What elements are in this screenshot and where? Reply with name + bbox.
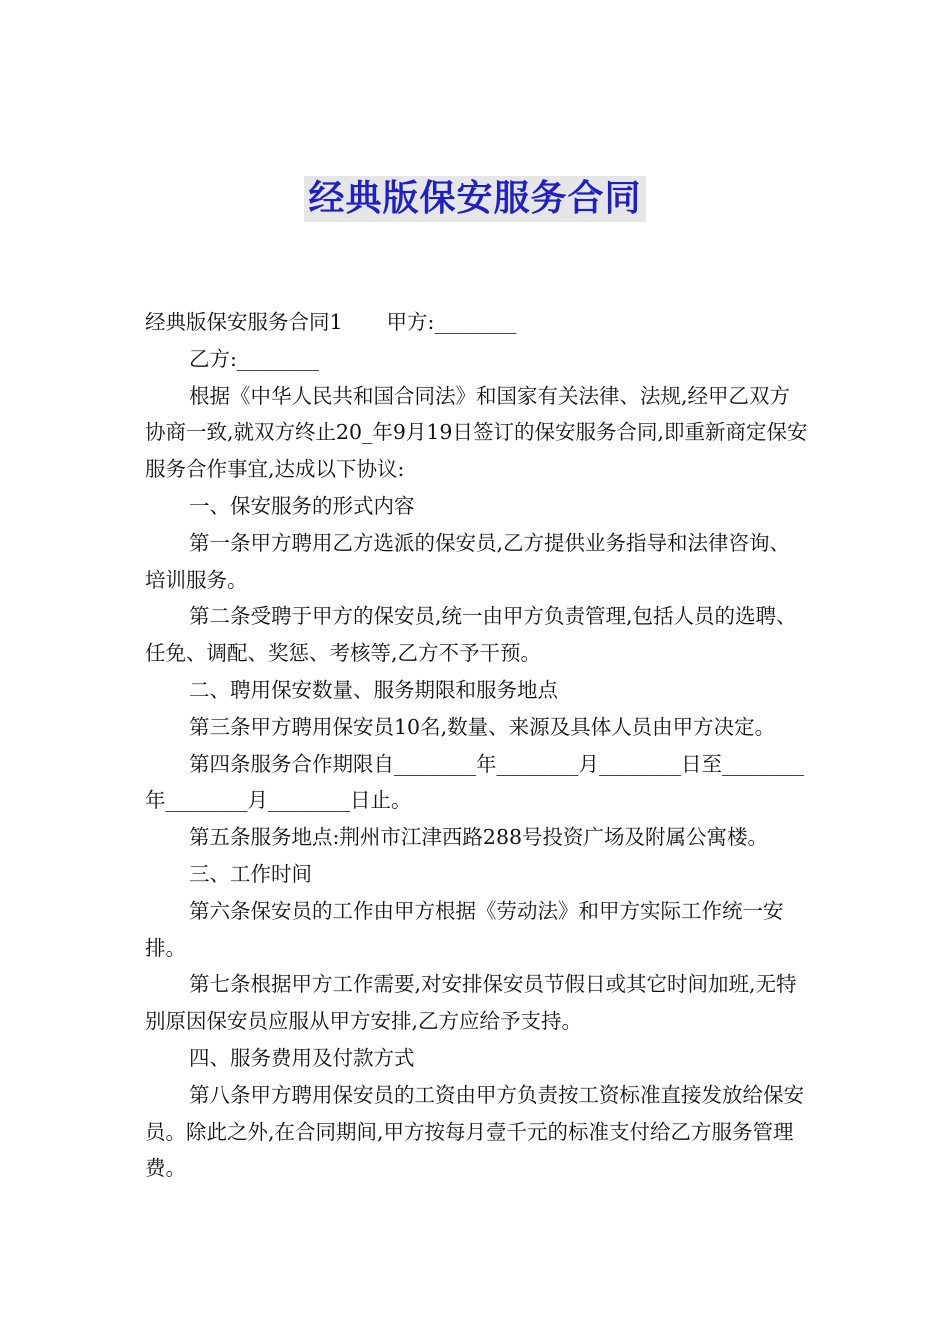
section-heading: 三、工作时间 — [189, 861, 312, 886]
paragraph: 第八条甲方聘用保安员的工资由甲方负责按工资标准直接发放给保安员。除此之外,在合同期间,甲方按每月壹千元的标准支付给乙方服务管理费。 — [145, 1082, 804, 1181]
paragraph: 第四条服务合作期限自________年________月________日至________年________月________日止。 — [145, 751, 804, 813]
paragraph: 第七条根据甲方工作需要,对安排保安员节假日或其它时间加班,无特别原因保安员应服从甲方安排,乙方应给予支持。 — [145, 972, 797, 1034]
paragraph: 第五条服务地点:荆州市江津西路288号投资广场及附属公寓楼。 — [189, 825, 769, 850]
title-container — [0, 176, 950, 222]
contract-subtitle: 经典版保安服务合同1 — [145, 310, 343, 334]
paragraph: 根据《中华人民共和国合同法》和国家有关法律、法规,经甲乙双方协商一致,就双方终止20_年9月19日签订的保安服务合同,即重新商定保安服务合作事宜,达成以下协议: — [145, 383, 808, 482]
section-heading: 二、聘用保安数量、服务期限和服务地点 — [189, 677, 558, 702]
party-b-field: 乙方:________ — [189, 346, 319, 371]
section-heading: 一、保安服务的形式内容 — [189, 493, 415, 518]
paragraph: 第六条保安员的工作由甲方根据《劳动法》和甲方实际工作统一安排。 — [145, 898, 784, 960]
document-title: 经典版保安服务合同 — [304, 176, 645, 222]
party-a-field: 甲方:________ — [386, 310, 517, 334]
paragraph: 第一条甲方聘用乙方选派的保安员,乙方提供业务指导和法律咨询、培训服务。 — [145, 530, 791, 592]
paragraph-heading-line — [145, 304, 810, 341]
paragraph: 第二条受聘于甲方的保安员,统一由甲方负责管理,包括人员的选聘、任免、调配、奖惩、考核等,乙方不予干预。 — [145, 604, 797, 666]
section-heading: 四、服务费用及付款方式 — [189, 1045, 415, 1070]
document-body — [145, 304, 810, 1187]
paragraph: 第三条甲方聘用保安员10名,数量、来源及具体人员由甲方决定。 — [189, 714, 776, 739]
